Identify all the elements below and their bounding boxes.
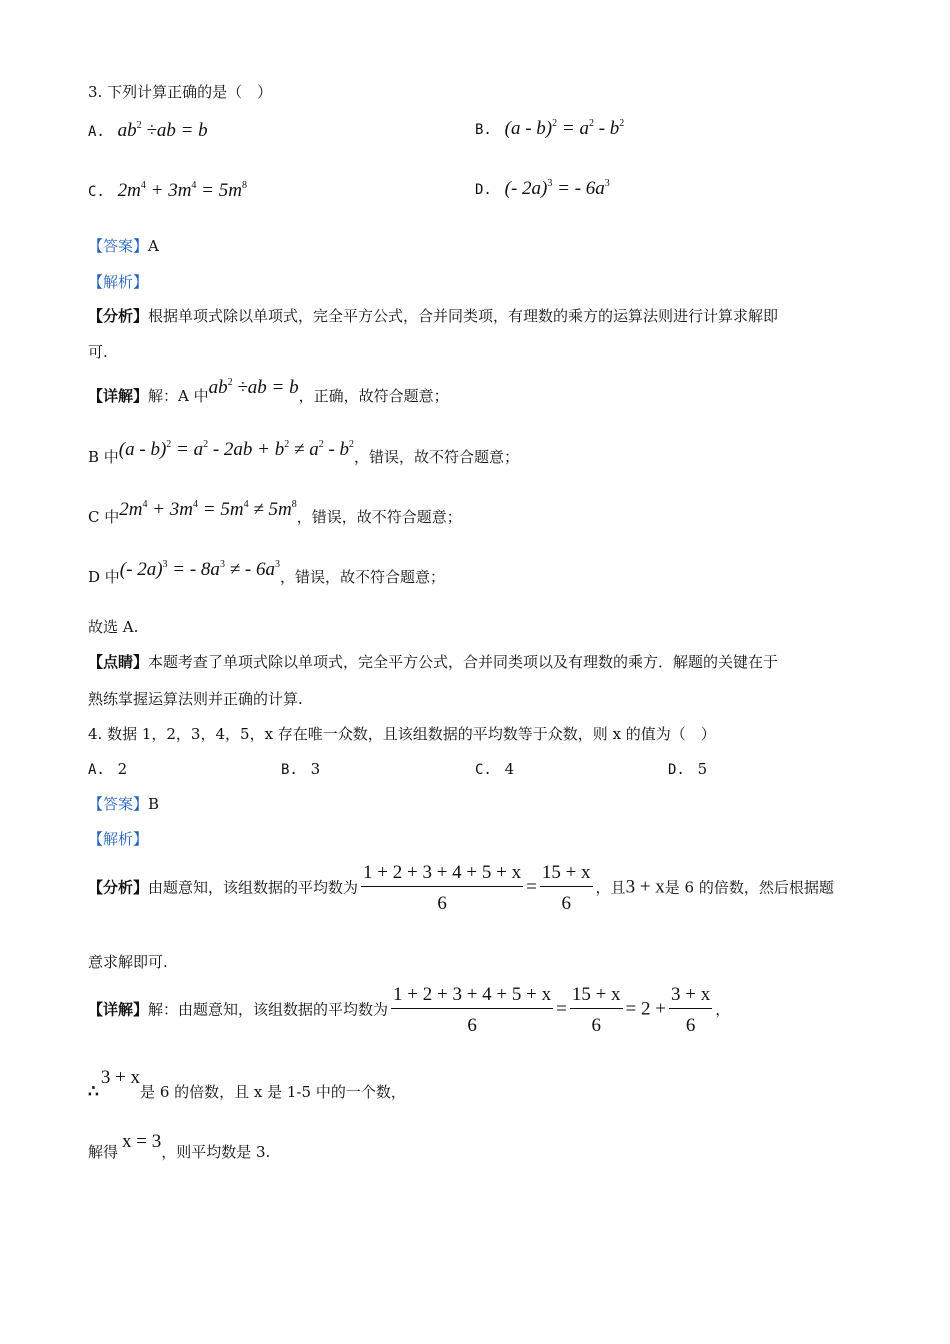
equals-sign: = [526,876,537,898]
detail-suffix: ，错误，故不符合题意； [279,568,445,586]
option-value: 4 [504,760,515,778]
q3-detail-a [88,377,449,406]
dianjing-text: 本题考查了单项式除以单项式，完全平方公式，合并同类项以及有理数的乘方．解题的关键在于 [148,653,779,671]
fenxi-tag: 【分析】 [88,878,149,897]
numerator: 15 + x [540,862,593,887]
solve-expr: x = 3 [122,1131,162,1152]
option-label: D. [668,762,685,778]
q3-analysis-tag: 【解析】 [88,273,149,291]
q4-fenxi-line1 [88,862,834,915]
answer-value: A [148,237,159,255]
q3-dianjing-line1 [88,652,778,672]
q4-stem: 4. 数据 1，2，3，4，5，x 存在唯一众数，且该组数据的平均数等于众数，则 x 的值为（ ） [88,725,716,743]
detail-tag: 【详解】 [88,1000,149,1019]
q4-option-a [88,760,127,778]
detail-suffix: ，错误，故不符合题意； [296,508,462,526]
q3-dianjing-line2: 熟练掌握运算法则并正确的计算. [88,690,303,708]
q4-option-d [668,760,707,778]
detail-prefix: D 中 [88,568,120,586]
therefore-symbol: ∴ [88,1082,99,1102]
q3-detail-c [88,499,462,527]
fenxi-text: 根据单项式除以单项式，完全平方公式，合并同类项，有理数的乘方的运算法则进行计算求解即 [148,307,779,325]
q4-analysis-tag: 【解析】 [88,830,149,848]
q4-fenxi-line2: 意求解即可. [88,953,168,971]
fenxi-text: 是 6 的倍数，然后根据题 [664,878,834,897]
q3-option-a-expr: $ab^2 \div ab = b$ [117,120,208,141]
option-value: 3 [310,760,321,778]
option-label: B. [281,762,298,778]
q3-fenxi-line2: 可. [88,343,108,361]
numerator: 1 + 2 + 3 + 4 + 5 + x [361,862,523,887]
q3-choose: 故选 A. [88,618,139,636]
solve-prefix: 解得 [88,1143,119,1161]
q3-detail-d [88,559,445,587]
detail-fraction-simplified [570,984,623,1037]
q3-option-c-expr: $2m^4 + 3m^4 = 5m^8$ [117,180,247,201]
q3-detail-b [88,439,520,467]
q3-option-d [475,178,610,200]
q4-detail-line [88,984,730,1037]
fraction-mean-expanded [361,862,523,915]
option-value: 5 [697,760,708,778]
q3-option-b [475,118,624,140]
q3-stem: 3. 下列计算正确的是（ ） [88,83,273,101]
detail-c-expr: $2m^4 + 3m^4 = 5m^4 \ne 5m^8$ [119,499,297,520]
dianjing-tag: 【点睛】 [88,653,149,671]
option-label: A. [88,124,105,140]
solve-suffix: ，则平均数是 3. [161,1143,271,1161]
fenxi-expr: 3 + x [625,876,665,898]
fenxi-text: ，且 [595,878,626,897]
detail-suffix: ，正确，故符合题意； [298,387,449,405]
therefore-text: 是 6 的倍数，且 x 是 1-5 中的一个数， [140,1083,406,1101]
option-label: A. [88,762,105,778]
detail-tag: 【详解】 [88,387,149,405]
q3-option-b-expr: $(a - b)^2 = a^2 - b^2$ [504,118,625,139]
q3-fenxi-line1 [88,306,778,326]
numerator: 15 + x [570,984,623,1009]
q3-answer [88,236,159,256]
option-label: C. [88,184,105,200]
q4-therefore-line [88,1067,406,1102]
numerator: 3 + x [669,984,712,1009]
option-label: B. [475,122,492,138]
denominator: 6 [467,1015,477,1036]
denominator: 6 [437,893,447,914]
q4-answer [88,794,159,814]
q4-solve-line [88,1131,271,1162]
detail-prefix: B 中 [88,448,119,466]
therefore-expr: 3 + x [100,1067,141,1088]
equals-sign: = [556,998,567,1020]
plus-two: = 2 + [625,998,666,1020]
q4-option-b [281,760,320,778]
fraction-mean-simplified [540,862,593,915]
option-value: 2 [117,760,128,778]
fenxi-tag: 【分析】 [88,307,149,325]
detail-suffix: ，错误，故不符合题意； [354,448,520,466]
detail-fraction-expanded [391,984,553,1037]
fenxi-text: 由题意知，该组数据的平均数为 [148,878,359,897]
detail-a-expr: $ab^2 \div ab = b$ [208,377,299,398]
detail-fraction-remainder [669,984,712,1037]
option-label: D. [475,182,492,198]
detail-text: 解：由题意知，该组数据的平均数为 [148,1000,389,1019]
answer-value: B [148,795,160,813]
denominator: 6 [561,893,571,914]
q3-option-d-expr: (- 2a)$^3$ = - $6a^3$ [504,178,610,199]
detail-prefix: C 中 [88,508,120,526]
answer-tag: 【答案】 [88,237,149,255]
option-label: C. [475,762,492,778]
detail-d-expr: (- 2a)$^3$ = - $8a^3$ ≠ - $6a^3$ [119,559,280,580]
detail-prefix: 解：A 中 [148,387,209,405]
detail-b-expr: $(a - b)^2 = a^2 - 2ab + b^2 \ne a^2 - b^2$ [118,439,355,460]
comma: ， [715,1000,731,1019]
denominator: 6 [591,1015,601,1036]
denominator: 6 [685,1015,696,1036]
q3-option-a [88,120,208,142]
q3-option-c [88,180,247,202]
q4-option-c [475,760,514,778]
numerator: 1 + 2 + 3 + 4 + 5 + x [391,984,553,1009]
answer-tag: 【答案】 [88,795,149,813]
